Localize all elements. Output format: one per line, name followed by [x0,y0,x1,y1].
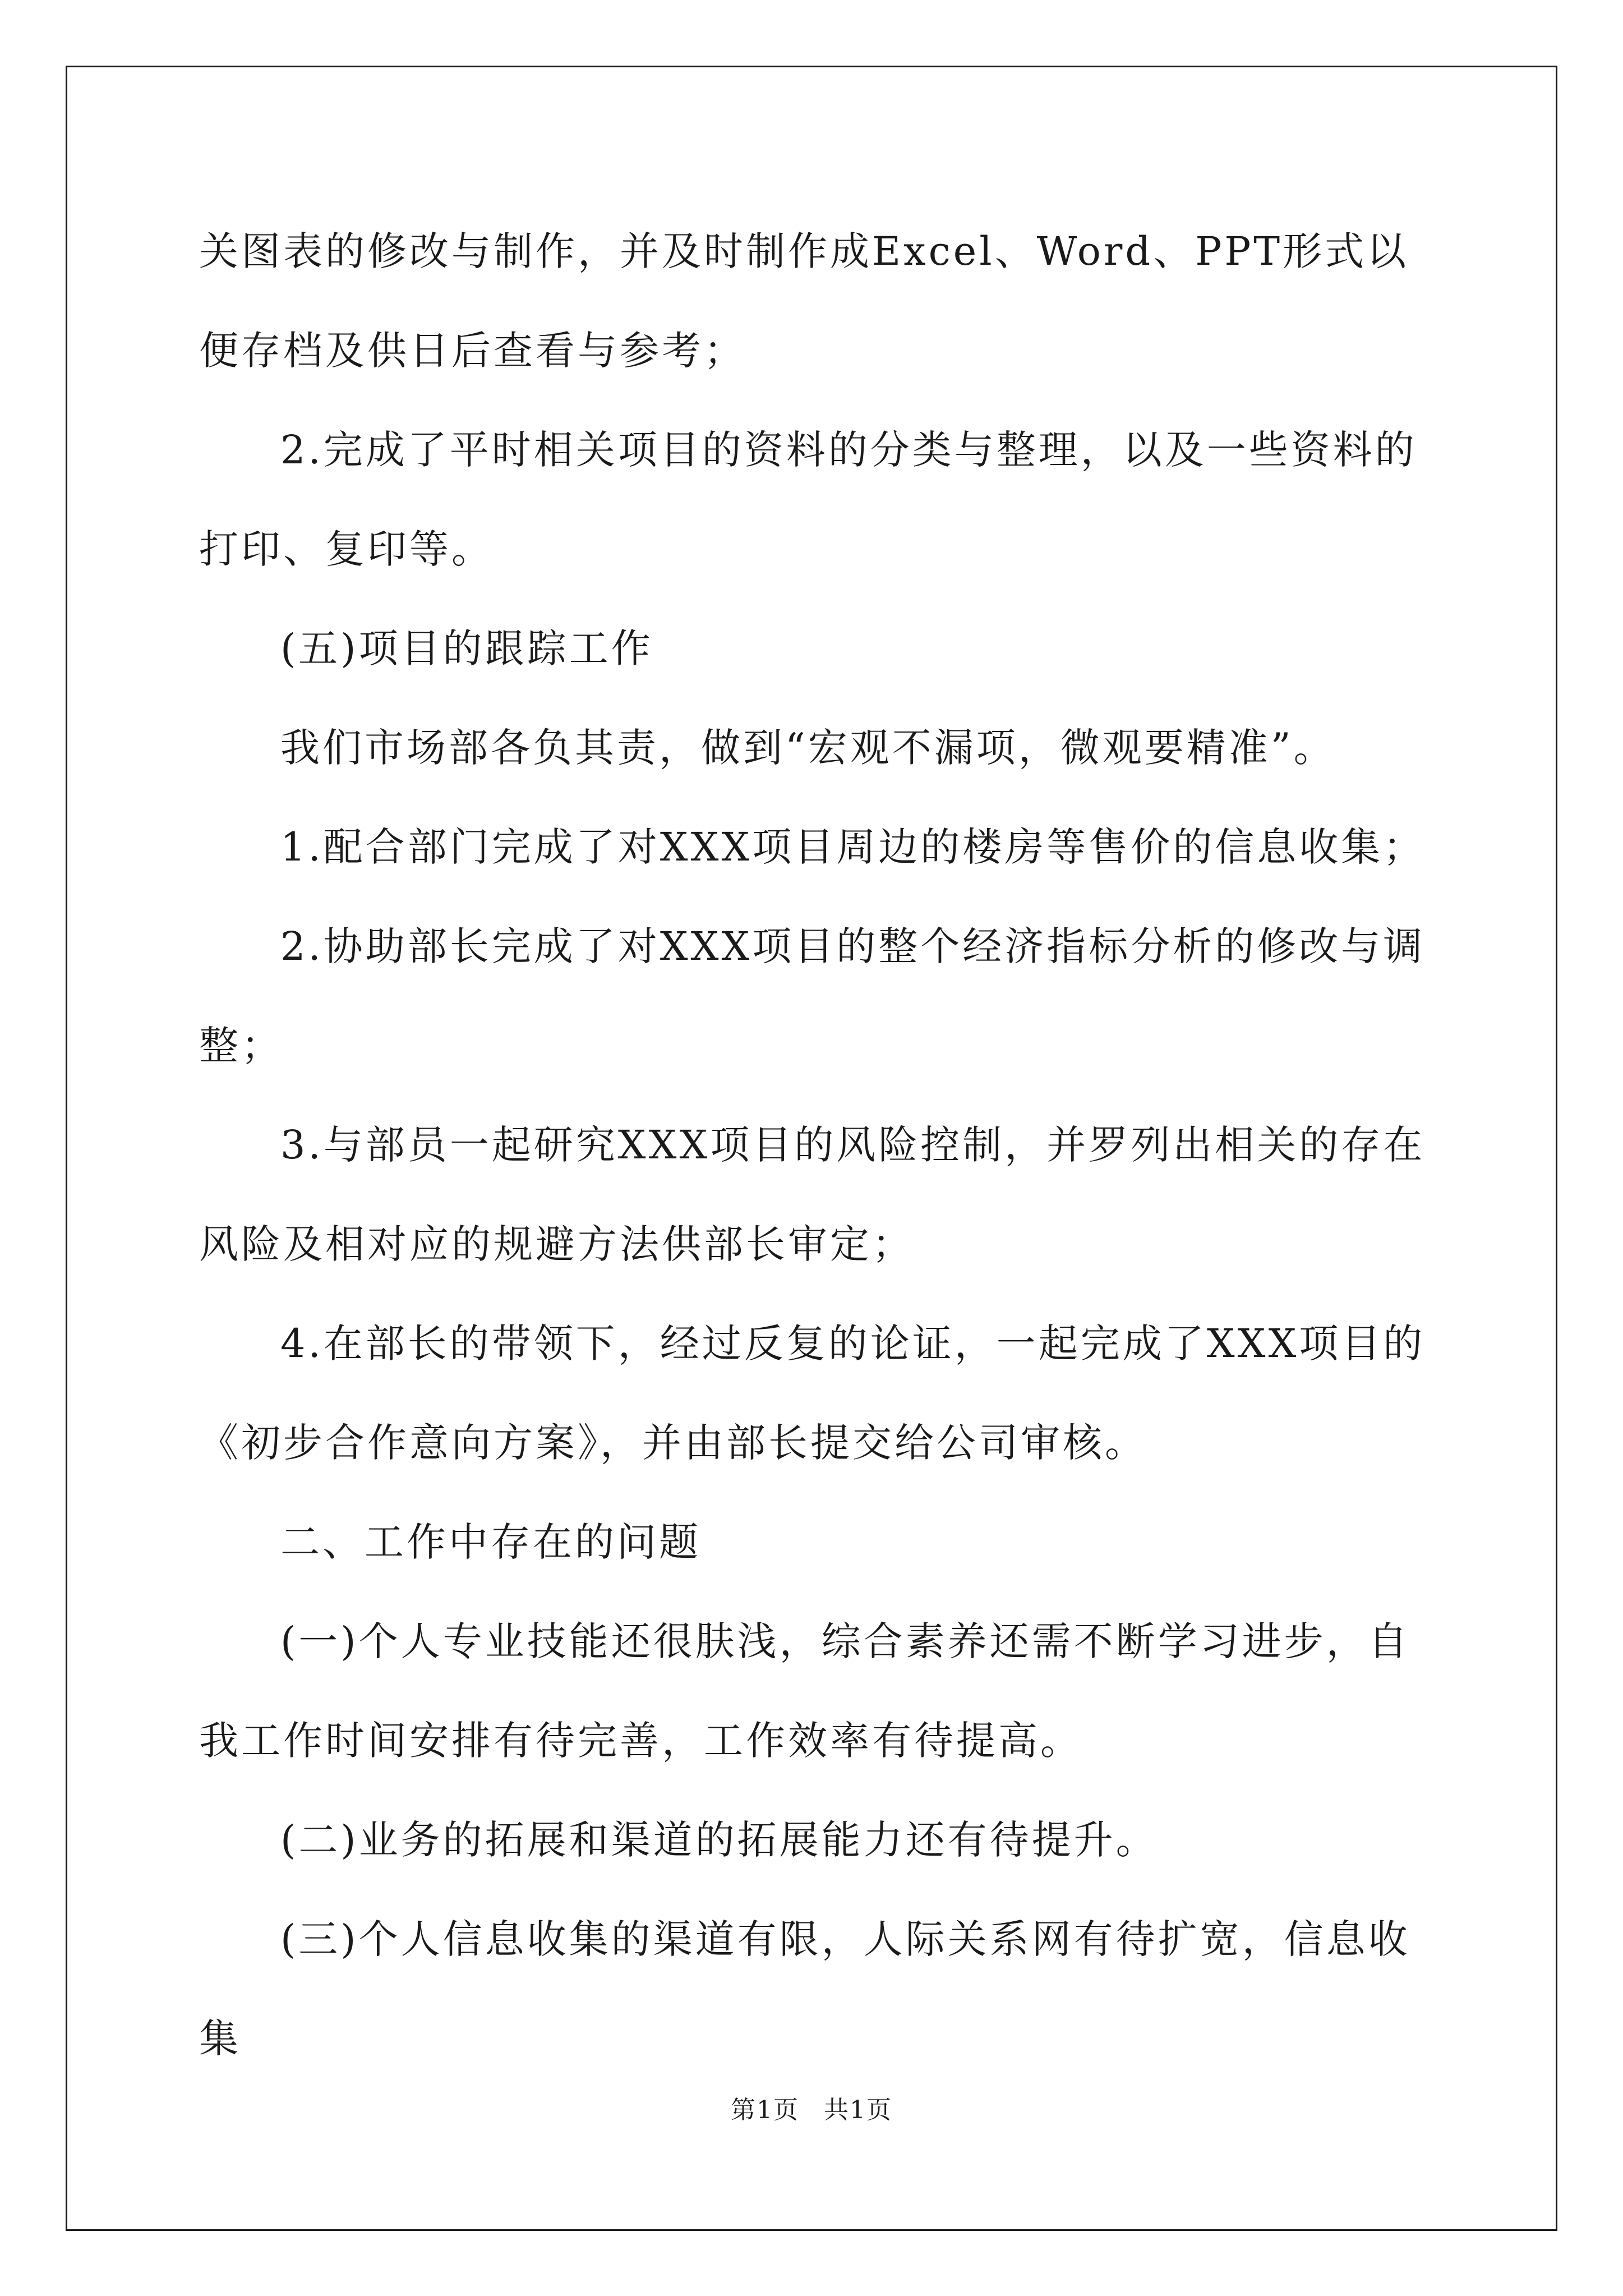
paragraph: 1.配合部门完成了对XXX项目周边的楼房等售价的信息收集； [280,824,1426,870]
section-heading: (五)项目的跟踪工作 [280,625,653,671]
paragraph: (二)业务的拓展和渠道的拓展能力还有待提升。 [280,1817,1158,1863]
page-footer [0,2090,1623,2125]
section-heading: 二、工作中存在的问题 [280,1519,701,1565]
document-body [199,202,1433,2088]
paragraph: (三)个人信息收集的渠道有限，人际关系网有待扩宽，信息收集 [199,1916,1410,2062]
paragraph: (一)个人专业技能还很肤浅，综合素养还需不断学习进步，自我工作时间安排有待完善，工作效率有待提高。 [199,1618,1410,1764]
page-number: 第1页 [731,2096,799,2124]
paragraph: 关图表的修改与制作，并及时制作成Excel、Word、PPT形式以便存档及供日后查看与参考； [199,228,1409,374]
paragraph: 4.在部长的带领下，经过反复的论证，一起完成了XXX项目的《初步合作意向方案》，并由部长提交给公司审核。 [199,1320,1426,1466]
paragraph: 2.协助部长完成了对XXX项目的整个经济指标分析的修改与调整； [199,923,1426,1069]
paragraph: 我们市场部各负其责，做到“宏观不漏项，微观要精准”。 [280,725,1336,771]
paragraph: 3.与部员一起研究XXX项目的风险控制，并罗列出相关的存在风险及相对应的规避方法供部长审定； [199,1122,1426,1267]
paragraph: 2.完成了平时相关项目的资料的分类与整理，以及一些资料的打印、复印等。 [199,427,1417,572]
page-total: 共1页 [824,2096,892,2124]
